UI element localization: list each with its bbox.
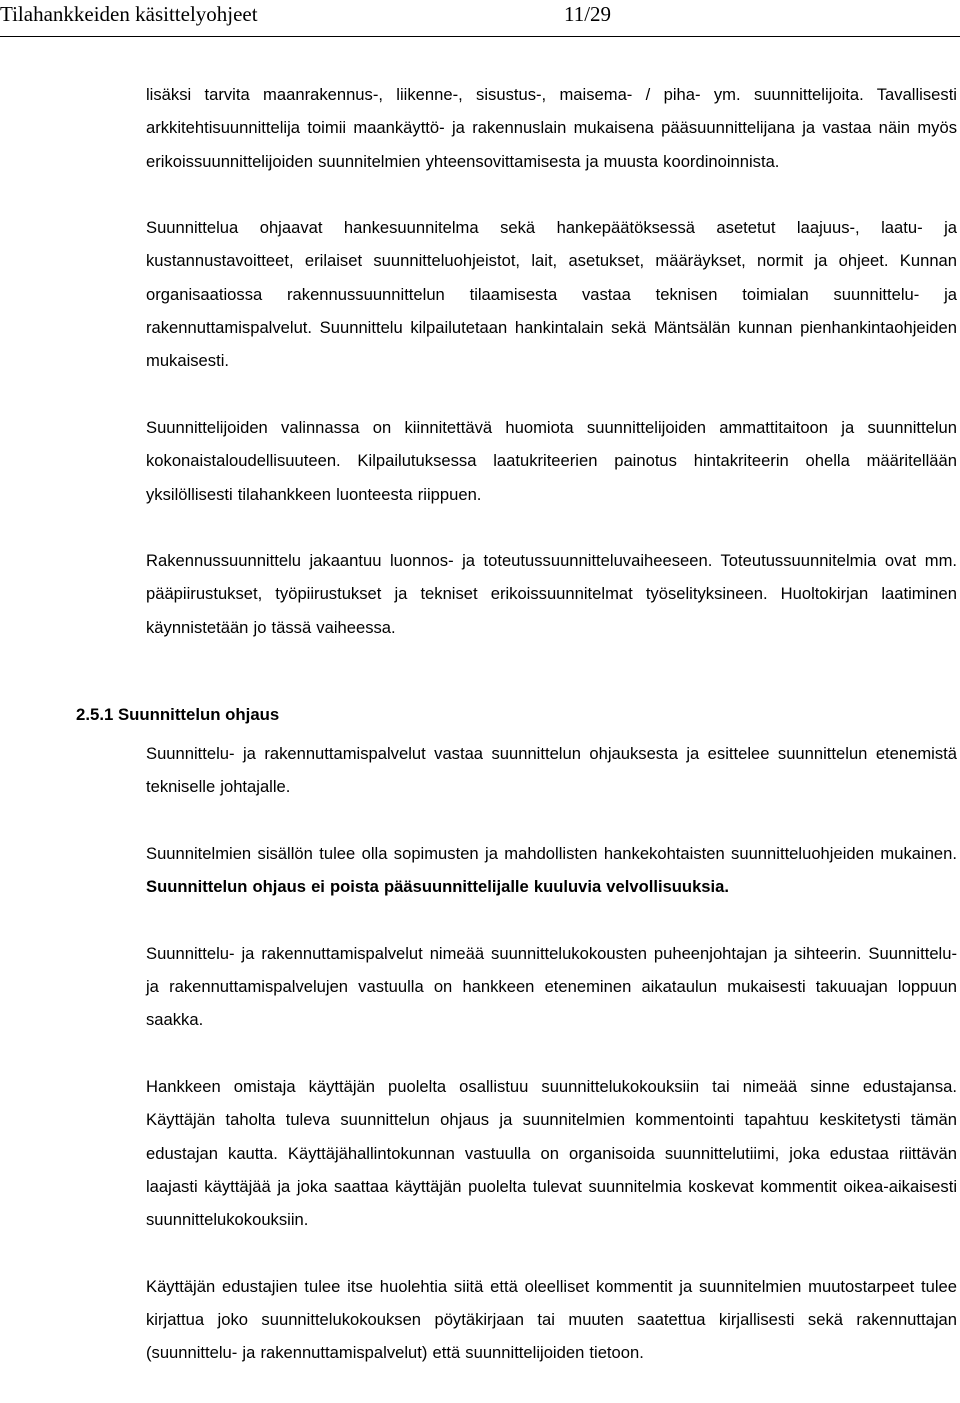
- page-header: [0, 0, 960, 40]
- paragraph: [146, 937, 957, 1037]
- paragraph: Suunnittelua ohjaavat hankesuunnitelma sekä hankepäätöksessä asetetut laajuus-, laatu- ja kustannustavoitteet, erilaiset suunnitteluohjeistot, lait, asetukset, määräykset, normit ja ohjeet. Kunnan organisaatiossa rakennussuunnittelun tilaamisesta vastaa teknisen toimialan suunnittelu- ja rakennuttamispalvelut. Suunnittelu kilpailutetaan hankintalain sekä Mäntsälän kunnan pienhankintaohjeiden mukaisesti.: [146, 218, 957, 371]
- page-number: 11/29: [564, 2, 612, 26]
- paragraph-text: Suunnitelmien sisällön tulee olla sopimusten ja mahdollisten hankekohtaisten suunnitteluohjeiden mukainen.: [146, 843, 957, 863]
- paragraph-text: Suunnittelu- ja rakennuttamispalvelut vastaa suunnittelun ohjauksesta ja esittelee suunnittelun etenemistä tekniselle johtajalle.: [146, 744, 957, 797]
- paragraph: Suunnittelijoiden valinnassa on kiinnitettävä huomiota suunnittelijoiden ammattitaitoon ja suunnittelun kokonaistaloudellisuuteen. Kilpailutuksessa laatukriteerien painotus hintakriteerin ohella määritellään yksilöllisesti tilahankkeen luonteesta riippuen.: [146, 417, 957, 504]
- paragraph: [146, 737, 957, 804]
- paragraph: [146, 837, 957, 904]
- section-heading: 2.5.1 Suunnittelun ohjaus: [76, 705, 280, 724]
- paragraph: [146, 1070, 957, 1236]
- paragraph-text: Käyttäjän edustajien tulee itse huolehtia siitä että oleelliset kommentit ja suunnitelmien muutostarpeet tulee kirjattua joko suunnittelukokouksen pöytäkirjaan tai muuten saatettua kirjallisesti sekä rakennuttajan (suunnittelu- ja rakennuttamispalvelut) että suunnittelijoiden tietoon.: [146, 1276, 957, 1363]
- document-title: Tilahankkeiden käsittelyohjeet: [0, 2, 258, 26]
- paragraph-bold-text: Suunnittelun ohjaus ei poista pääsuunnittelijalle kuuluvia velvollisuuksia.: [146, 877, 729, 897]
- paragraph-text: Suunnittelu- ja rakennuttamispalvelut nimeää suunnittelukokousten puheenjohtajan ja sihteerin. Suunnittelu- ja rakennuttamispalvelujen vastuulla on hankkeen eteneminen aikataulun mukaisesti takuuajan loppuun saakka.: [146, 943, 957, 1030]
- header-divider: [0, 36, 960, 37]
- paragraph: Rakennussuunnittelu jakaantuu luonnos- ja toteutussuunnitteluvaiheeseen. Toteutussuunnitelmia ovat mm. pääpiirustukset, työpiirustukset ja tekniset erikoissuunnitelmat työselityksineen. Huoltokirjan laatiminen käynnistetään jo tässä vaiheessa.: [146, 551, 957, 637]
- body-text-upper: [146, 78, 957, 677]
- paragraph-text: Hankkeen omistaja käyttäjän puolelta osallistuu suunnittelukokouksiin tai nimeää sinne edustajansa. Käyttäjän taholta tuleva suunnittelun ohjaus ja suunnitelmien kommentointi tapahtuu keskitetysti tämän edustajan kautta. Käyttäjähallintokunnan vastuulla on organisoida suunnittelutiimi, joka edustaa riittävän laajasti käyttäjää ja joka saattaa käyttäjän puolelta tulevat suunnitelmia koskevat kommentit oikea-aikaisesti suunnittelukokouksiin.: [146, 1076, 957, 1230]
- body-text-lower: [146, 737, 957, 1403]
- paragraph: lisäksi tarvita maanrakennus-, liikenne-, sisustus-, maisema- / piha- ym. suunnittelijoita. Tavallisesti arkkitehtisuunnittelija toimii maankäyttö- ja rakennuslain mukaisena pääsuunnittelijana ja vastaa näin myös erikoissuunnittelijoiden suunnitelmien yhteensovittamisesta ja muusta koordinoinnista.: [146, 85, 957, 171]
- paragraph: [146, 1270, 957, 1370]
